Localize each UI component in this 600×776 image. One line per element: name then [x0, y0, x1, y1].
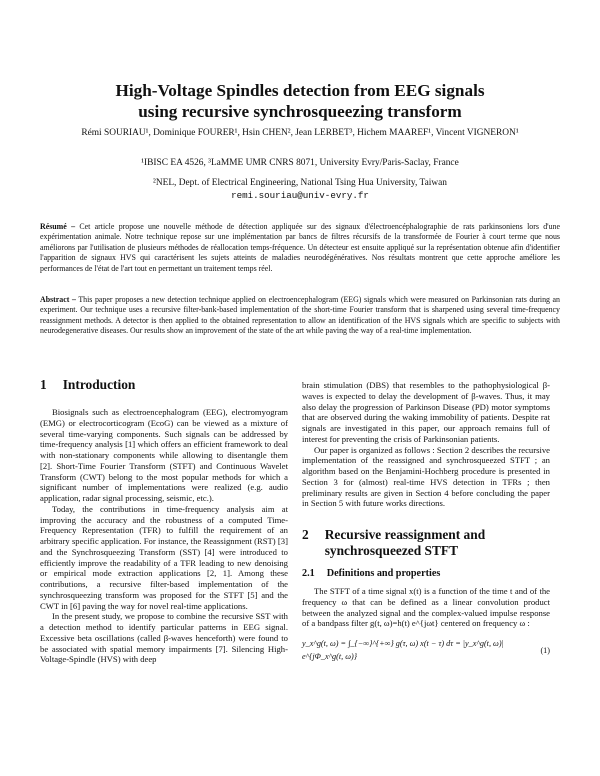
resume-block [40, 222, 560, 274]
stft-paragraph: The STFT of a time signal x(t) is a function of the time t and of the frequency ω that can be defined as a linear convolution product between the analyzed signal and the complex-valued impulse response of a bandpass filter g(t, ω)=h(t) e^{jωt} centered on frequency ω : [302, 586, 550, 629]
intro-paragraph-4: Our paper is organized as follows : Section 2 describes the recursive implementation of the reassigned and synchrosqueezed STFT ; an algorithm based on the Benjamini-Hochberg procedure is presented in Section 3 for (almost) real-time HVS detection in TFRs ; then preliminary results are given in Section 4 before concluding the paper in Section 5 with future works directions. [302, 444, 550, 509]
resume-label: Résumé – [40, 222, 76, 231]
right-column [302, 380, 550, 663]
intro-paragraph-3-continued: brain stimulation (DBS) that resembles to the pathophysiological β-waves is expected to delay the development of β-waves. Thus, it may also delay the progression of Parkinson Disease (PD) motor symptoms that are observed during the waking immobility of patients. Despite rat signals are investigated in this paper, our approach remains full of interest for preventing the crisis of Parkinsonian patients. [302, 380, 550, 444]
author-list: Rémi SOURIAU¹, Dominique FOURER¹, Hsin CHEN², Jean LERBET³, Hichem MAAREF¹, Vincent VIGNERON¹ [81, 128, 519, 138]
section-2-heading [302, 527, 550, 559]
equation-1 [302, 637, 550, 663]
equation-1-number: (1) [540, 645, 550, 655]
affiliation-2: ²NEL, Dept. of Electrical Engineering, National Tsing Hua University, Taiwan [153, 178, 447, 188]
title-line-2: using recursive synchrosqueezing transform [138, 102, 462, 121]
section-1-number: 1 [40, 377, 47, 392]
affiliation-1: ¹IBISC EA 4526, ³LaMME UMR CNRS 8071, University Evry/Paris-Saclay, France [141, 158, 459, 168]
left-column [40, 373, 288, 665]
resume-text: Cet article propose une nouvelle méthode de détection appliquée sur des signaux d'électroencéphalographie de rats parkinsoniens lors d'une expérimentation animale. Notre technique repose sur une implémentation par bancs de filtres récursifs de la transformée de Fourier à court terme que nous améliorons par l'utilisation de plusieurs méthodes de réallocation temps-fréquence. Un détecteur est ensuite appliqué sur la représentation obtenue afin d'identifier l'apparition de signaux HVS qui caractérisent les sujets atteints de maladies neurodégénératives. Nos résultats montrent que cette approche améliore les performances de l'état de l'art tout en permettant un traitement temps réel. [40, 222, 560, 273]
title-line-1: High-Voltage Spindles detection from EEG signals [115, 81, 485, 100]
paper-title [40, 80, 560, 122]
subsection-2-1-heading [302, 567, 550, 580]
section-1-title: Introduction [62, 377, 136, 392]
equation-1-body: y_x^g(t, ω) = ∫_{−∞}^{+∞} g(τ, ω) x(t − τ) dτ = |y_x^g(t, ω)| e^{jΦ_x^g(t, ω)} [302, 639, 504, 661]
abstract-label: Abstract – [40, 295, 76, 304]
intro-paragraph-1: Biosignals such as electroencephalogram (EEG), electromyogram (EMG) or electrocorticogram (EcoG) can be viewed as a mixture of several time-varying components. Such signals can be addressed by time-frequency analysis [1] which offers an efficient framework to deal with non-stationary components while allowing to disentangle them [2]. Short-Time Fourier Transform (STFT) and Continuous Wavelet Transform (CWT) belong to the most popular methods for which a significant number of implementations were realized (e.g. audio application, radar signal processing, seismic, etc.). [40, 407, 288, 503]
subsection-2-1-title: Definitions and properties [326, 568, 441, 579]
intro-paragraph-2: Today, the contributions in time-frequency analysis aim at improving the accuracy and the robustness of a computed Time-Frequency Representation (TFR) to fulfill the requirement of an arbitrary specific application. For instance, the Reassignment (RST) [3] and the Synchrosqueezing Transform (SST) [4] were introduced to efficiently improve the readability of a TFR leading to new denoising or empirical mode extraction applications [2, 1]. Among these contributions, a recursive filter-based implementation of the synchrosqueezing transform was proposed for the STFT [5] and the CWT in [6] paving the way for novel real-time applications. [40, 503, 288, 611]
abstract-text: This paper proposes a new detection technique applied on electroencephalogram (EEG) signals which were measured on Parkinsonian rats during an experiment. Our technique uses a recursive filter-bank-based implementation of the short-time Fourier transform that is sharpened using several time-frequency reassignment methods. A detector is then applied to the obtained representation to allow an identification of the HVS signals which are specific to subjects with neurodegenerative diseases. Our results show an improvement of the state of the art while paving the way of a real-time implementation. [40, 295, 561, 336]
abstract-block [40, 295, 560, 337]
section-2-title: Recursive reassignment and synchrosqueezed STFT [324, 527, 486, 558]
section-1-heading [40, 377, 288, 393]
contact-email: remi.souriau@univ-evry.fr [231, 190, 369, 201]
subsection-2-1-number: 2.1 [302, 568, 315, 579]
section-2-number: 2 [302, 527, 309, 542]
intro-paragraph-3: In the present study, we propose to combine the recursive SST with a detection method to identify particular patterns in EEG signal. Excessive beta oscillations (called β-waves henceforth) were found to be associated with spatial memory impairments [7]. Silencing High-Voltage-Spindle (HVS) with deep [40, 611, 288, 665]
